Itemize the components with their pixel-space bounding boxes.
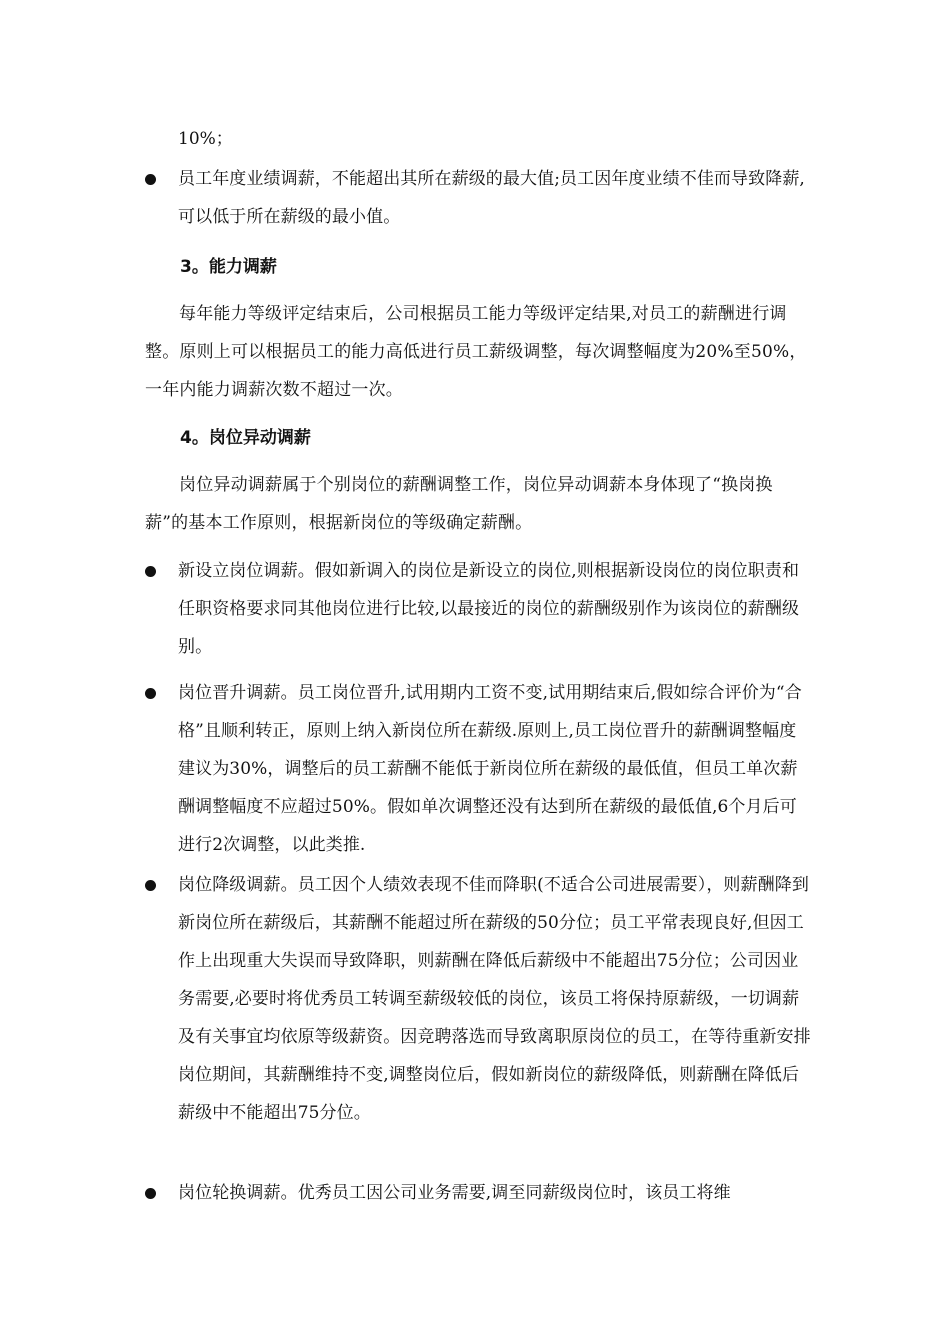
bullet-dot-icon [145,688,156,699]
bullet-dot-icon [145,1188,156,1199]
list-item [145,674,813,864]
list-item [145,552,813,666]
list-item-text: 新设立岗位调薪。假如新调入的岗位是新设立的岗位,则根据新设岗位的岗位职责和任职资格要求同其他岗位进行比较,以最接近的岗位的薪酬级别作为该岗位的薪酬级别。 [178,561,800,657]
list-item-text: 岗位晋升调薪。员工岗位晋升,试用期内工资不变,试用期结束后,假如综合评价为“合格”且顺利转正，原则上纳入新岗位所在薪级.原则上,员工岗位晋升的薪酬调整幅度建议为30%，调整后的员工薪酬不能低于新岗位所在薪级的最低值，但员工单次薪酬调整幅度不应超过50%。假如单次调整还没有达到所在薪级的最低值,6个月后可进行2次调整，以此类推. [178,683,802,855]
bullet-dot-icon [145,880,156,891]
section-heading-3: 3。能力调薪 [180,257,277,277]
paragraph-text: 每年能力等级评定结束后，公司根据员工能力等级评定结果,对员工的薪酬进行调整。原则上可以根据员工的能力高低进行员工薪级调整，每次调整幅度为20%至50%，一年内能力调薪次数不超过一次。 [145,304,807,400]
section-4-paragraph [145,466,813,542]
section-3-paragraph [145,295,813,409]
list-item-text: 岗位轮换调薪。优秀员工因公司业务需要,调至同薪级岗位时，该员工将维 [178,1183,731,1203]
list-item [145,866,813,1132]
bullet-dot-icon [145,566,156,577]
bullet-dot-icon [145,174,156,185]
list-item-text: 员工年度业绩调薪，不能超出其所在薪级的最大值;员工因年度业绩不佳而导致降薪,可以低于所在薪级的最小值。 [178,169,805,227]
list-item-text: 岗位降级调薪。员工因个人绩效表现不佳而降职(不适合公司进展需要），则薪酬降到新岗位所在薪级后，其薪酬不能超过所在薪级的50分位；员工平常表现良好,但因工作上出现重大失误而导致降职，则薪酬在降低后薪级中不能超出75分位；公司因业务需要,必要时将优秀员工转调至薪级较低的岗位，该员工将保持原薪级，一切调薪及有关事宜均依原等级薪资。因竞聘落选而导致离职原岗位的员工，在等待重新安排岗位期间，其薪酬维持不变,调整岗位后，假如新岗位的薪级降低，则薪酬在降低后薪级中不能超出75分位。 [178,875,811,1123]
list-item [145,1174,813,1212]
section-heading-4: 4。岗位异动调薪 [180,428,311,448]
continued-text: 10%； [178,129,233,149]
list-item [145,160,813,236]
paragraph-text: 岗位异动调薪属于个别岗位的薪酬调整工作，岗位异动调薪本身体现了“换岗换薪”的基本工作原则，根据新岗位的等级确定薪酬。 [145,475,773,533]
